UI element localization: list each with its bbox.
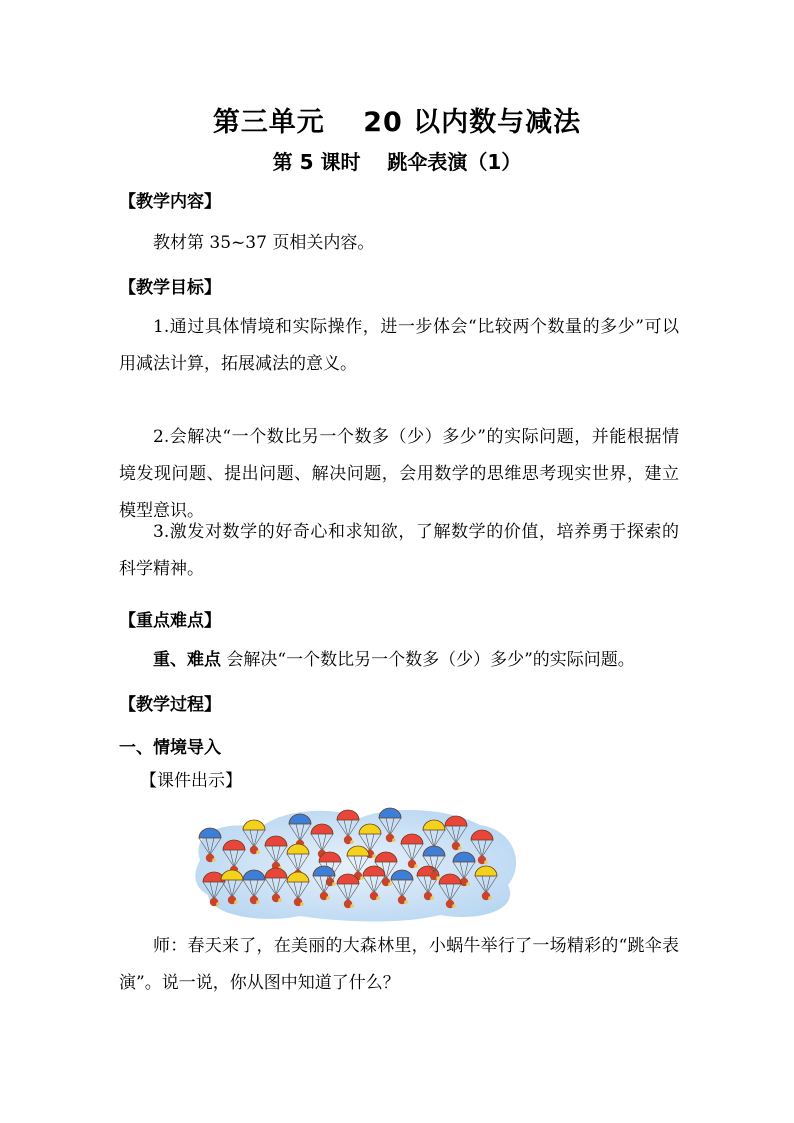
- lesson-subtitle: 第 5 课时 跳伞表演（1）: [272, 150, 522, 174]
- section-header-goals: 【教学目标】: [119, 278, 221, 298]
- content-text: 教材第 35~37 页相关内容。: [153, 233, 375, 253]
- section-header-process: 【教学过程】: [119, 695, 221, 715]
- page-title: 第三单元 20 以内数与减法: [212, 107, 582, 138]
- step-title-intro: 一、情境导入: [119, 738, 221, 758]
- parachute-snails-illustration-icon: [190, 800, 520, 925]
- goal-item-1: 1.通过具体情境和实际操作，进一步体会“比较两个数量的多少”可以用减法计算，拓展减法的意义。: [119, 317, 679, 374]
- courseware-label: 【课件出示】: [140, 771, 242, 791]
- key-points-body: 会解决“一个数比另一个数多（少）多少”的实际问题。: [221, 650, 635, 670]
- section-header-content: 【教学内容】: [119, 192, 221, 212]
- key-points-text: [119, 642, 679, 679]
- goal-item-3: 3.激发对数学的好奇心和求知欲，了解数学的价值，培养勇于探索的科学精神。: [119, 522, 679, 579]
- teacher-dialogue: 师：春天来了，在美丽的大森林里，小蜗牛举行了一场精彩的“跳伞表演”。说一说，你从图中知道了什么？: [119, 936, 679, 993]
- goal-item-2: 2.会解决“一个数比另一个数多（少）多少”的实际问题，并能根据情境发现问题、提出问题、解决问题，会用数学的思维思考现实世界，建立模型意识。: [119, 427, 679, 521]
- section-header-key-points: 【重点难点】: [119, 611, 221, 631]
- key-points-label: 重、难点: [153, 650, 221, 670]
